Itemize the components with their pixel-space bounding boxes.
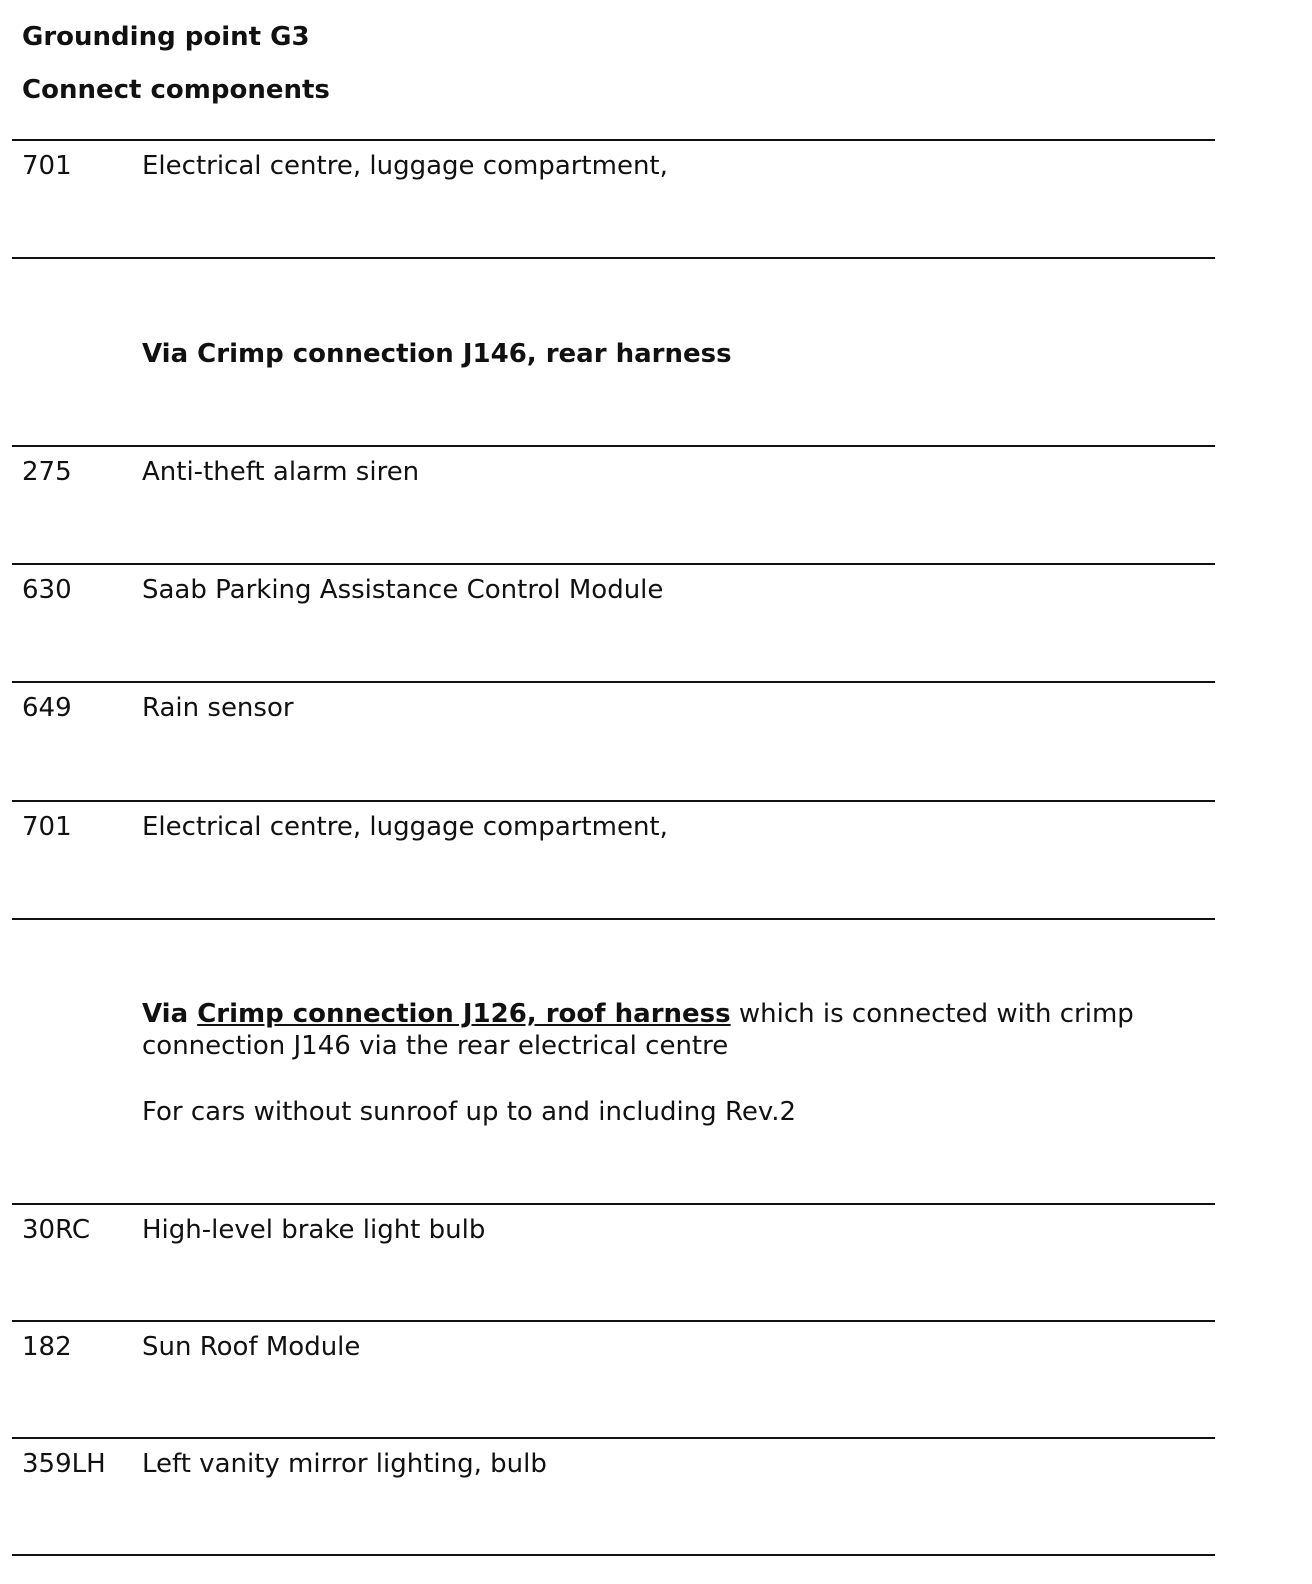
component-code: 30RC — [22, 1215, 91, 1245]
divider — [12, 681, 1215, 683]
connection-heading-suffix: which is connected with crimp connection J146 via the rear electrical centre — [142, 999, 1134, 1061]
divider — [12, 1437, 1215, 1439]
divider — [12, 445, 1215, 447]
divider — [12, 563, 1215, 565]
connection-heading-text: Via Crimp connection J146, rear harness — [142, 339, 732, 369]
component-description: Electrical centre, luggage compartment, — [142, 151, 668, 181]
divider — [12, 1320, 1215, 1322]
component-description: Sun Roof Module — [142, 1332, 361, 1362]
divider — [12, 918, 1215, 920]
component-code: 275 — [22, 457, 72, 487]
component-description: Left vanity mirror lighting, bulb — [142, 1449, 547, 1479]
component-description: High-level brake light bulb — [142, 1215, 486, 1245]
applicability-note: For cars without sunroof up to and including Rev.2 — [142, 1097, 797, 1127]
component-description: Electrical centre, luggage compartment, — [142, 812, 668, 842]
component-description: Rain sensor — [142, 693, 294, 723]
component-code: 630 — [22, 575, 72, 605]
divider — [12, 139, 1215, 141]
divider — [12, 257, 1215, 259]
connection-heading — [142, 338, 1202, 370]
component-code: 701 — [22, 151, 72, 181]
component-code: 359LH — [22, 1449, 106, 1479]
connection-heading — [142, 998, 1202, 1062]
connection-heading-prefix: Via — [142, 999, 198, 1029]
section-subtitle: Connect components — [22, 75, 330, 105]
divider — [12, 1203, 1215, 1205]
component-code: 649 — [22, 693, 72, 723]
component-code: 701 — [22, 812, 72, 842]
component-code: 182 — [22, 1332, 72, 1362]
component-description: Saab Parking Assistance Control Module — [142, 575, 664, 605]
crimp-connection-link[interactable]: Crimp connection J126, roof harness — [197, 999, 731, 1029]
component-description: Anti-theft alarm siren — [142, 457, 420, 487]
divider — [12, 1554, 1215, 1556]
page-title: Grounding point G3 — [22, 22, 310, 52]
divider — [12, 800, 1215, 802]
